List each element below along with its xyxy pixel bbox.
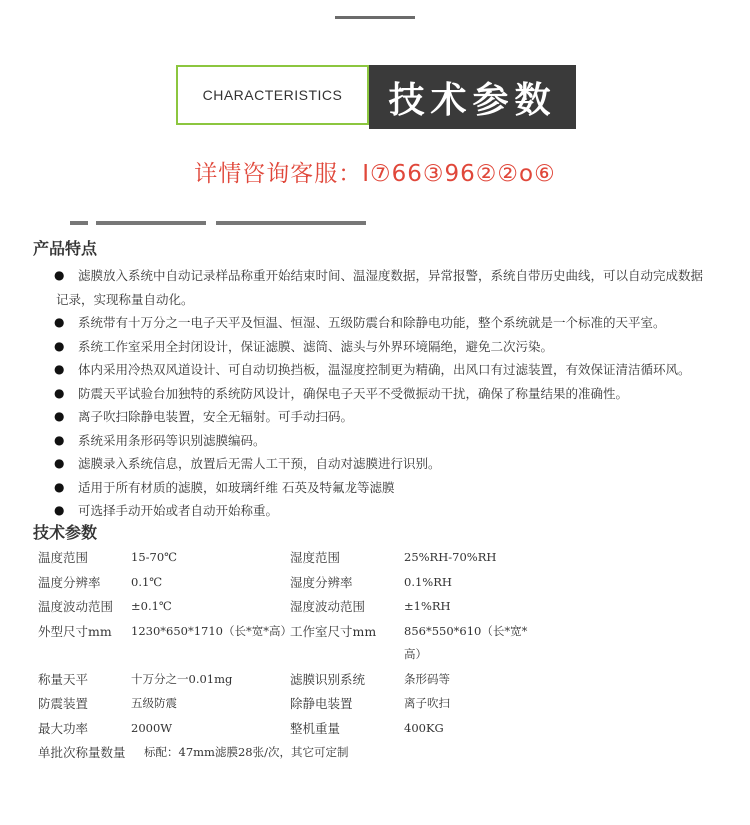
spec-label: 整机重量 (290, 720, 341, 736)
spec-value: 1230*650*1710（长*宽*高） (131, 623, 292, 638)
bullet-icon: ● (54, 456, 65, 470)
spec-row (38, 692, 544, 717)
spec-value: ±0.1℃ (131, 599, 172, 613)
spec-row (38, 571, 544, 596)
feature-text: 可选择手动开始或者自动开始称重。 (78, 503, 279, 518)
features-title: 产品特点 (33, 239, 98, 258)
feature-item (30, 264, 730, 311)
spec-label: 防震装置 (38, 696, 89, 711)
spec-label: 单批次称量数量 (38, 745, 126, 760)
feature-item (30, 358, 730, 382)
feature-text: 体内采用冷热双风道设计、可自动切换挡板，温湿度控制更为精确，出风口有过滤装置，有效保证清洁循环风。 (78, 362, 691, 377)
spec-value: 0.1%RH (404, 574, 452, 589)
spec-label: 称量天平 (38, 671, 89, 687)
spec-row (38, 668, 544, 693)
feature-text: 系统带有十万分之一电子天平及恒温、恒湿、五级防震台和除静电功能，整个系统就是一个标准的天平室。 (78, 315, 666, 330)
spec-row (38, 741, 544, 789)
feature-item (30, 452, 730, 476)
spec-label: 温度范围 (38, 550, 89, 565)
bullet-icon: ● (54, 503, 65, 517)
spec-label: 湿度波动范围 (290, 599, 366, 614)
spec-table (38, 546, 544, 789)
spec-value: 离子吹扫 (404, 696, 450, 710)
specs-title: 技术参数 (33, 523, 98, 542)
spec-value: 标配：47mm滤膜28张/次，其它可定制 (144, 745, 349, 759)
feature-item (30, 405, 730, 429)
contact-line: 详情咨询客服：I⑦66③96②②o⑥ (194, 161, 556, 187)
feature-text: 适用于所有材质的滤膜，如玻璃纤维 石英及特氟龙等滤膜 (78, 479, 395, 495)
spec-value: 条形码等 (404, 671, 450, 686)
spec-label: 除静电装置 (290, 696, 353, 711)
spec-label: 外型尺寸mm (38, 623, 112, 639)
header-english-label: CHARACTERISTICS (176, 65, 369, 125)
bullet-icon: ● (54, 479, 65, 494)
spec-value: 五级防震 (131, 696, 177, 710)
section-header (176, 65, 576, 129)
spec-label: 温度波动范围 (38, 599, 114, 614)
spec-label: 温度分辨率 (38, 574, 101, 590)
header-chinese-label: 技术参数 (369, 65, 576, 129)
feature-item (30, 311, 730, 335)
feature-item (30, 382, 730, 406)
spec-label: 湿度分辨率 (290, 574, 353, 590)
feature-item (30, 499, 730, 523)
feature-text: 系统采用条形码等识别滤膜编码。 (78, 432, 266, 448)
spec-label: 湿度范围 (290, 550, 341, 565)
spec-value: 25%RH-70%RH (404, 550, 497, 564)
feature-text: 滤膜放入系统中自动记录样品称重开始结束时间、温湿度数据，异常报警，系统自带历史曲线，可以自动完成数据 (78, 268, 704, 283)
spec-value: ±1%RH (404, 599, 451, 613)
bullet-icon: ● (54, 432, 65, 447)
spec-value: 2000W (131, 720, 173, 735)
spec-value: 856*550*610（长*宽*高） (404, 623, 528, 661)
feature-text: 防震天平试验台加独特的系统防风设计，确保电子天平不受微振动干扰，确保了称量结果的准确性。 (78, 385, 629, 401)
spec-value: 15-70℃ (131, 550, 178, 564)
feature-text: 滤膜录入系统信息，放置后无需人工干预，自动对滤膜进行识别。 (78, 456, 441, 471)
feature-item (30, 476, 730, 500)
feature-text-continued: 记录，实现称量自动化。 (56, 291, 194, 307)
spec-row (38, 546, 544, 571)
spec-label: 滤膜识别系统 (290, 671, 366, 687)
bullet-icon: ● (54, 338, 65, 353)
spec-row (38, 595, 544, 620)
spec-value: 0.1℃ (131, 574, 163, 589)
feature-list (30, 264, 730, 523)
feature-text: 系统工作室采用全封闭设计，保证滤膜、滤筒、滤头与外界环境隔绝，避免二次污染。 (78, 338, 554, 354)
cutoff-text-remnant (70, 219, 370, 227)
spec-row (38, 620, 544, 668)
feature-item (30, 429, 730, 453)
top-divider (335, 16, 415, 19)
spec-label: 工作室尺寸mm (290, 623, 377, 639)
bullet-icon: ● (54, 409, 65, 423)
spec-value: 400KG (404, 720, 444, 735)
bullet-icon: ● (54, 385, 65, 400)
spec-value: 十万分之一0.01mg (131, 671, 233, 686)
bullet-icon: ● (54, 268, 65, 282)
spec-label: 最大功率 (38, 720, 89, 736)
feature-text: 离子吹扫除静电装置，安全无辐射。可手动扫码。 (78, 409, 354, 424)
spec-row (38, 717, 544, 742)
bullet-icon: ● (54, 315, 65, 329)
bullet-icon: ● (54, 362, 65, 376)
feature-item (30, 335, 730, 359)
